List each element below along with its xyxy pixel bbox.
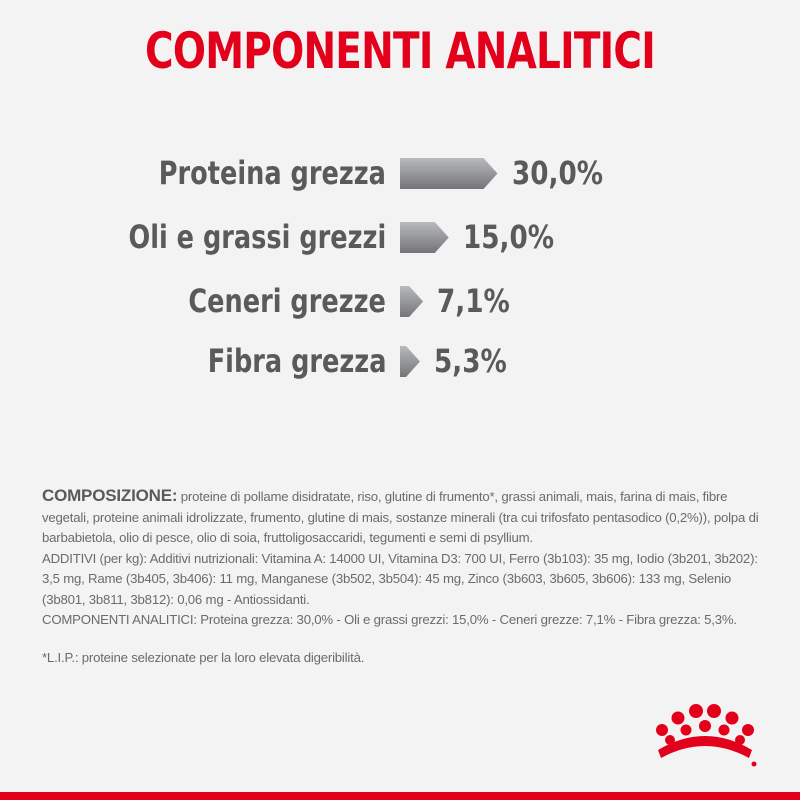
nutrient-bar [400,222,449,253]
nutrient-row [0,280,800,320]
nutrient-bar [400,286,423,317]
bottom-stripe [0,792,800,800]
nutrient-row [0,216,800,256]
nutrient-label: Proteina grezza [158,154,386,192]
nutrient-value: 30,0% [511,154,603,192]
crown-logo-icon [650,700,760,770]
nutrient-row [0,340,800,380]
nutrient-label: Ceneri grezze [188,282,386,320]
nutrient-bar [400,346,420,377]
page-title: COMPONENTI ANALITICI [145,22,655,80]
nutrient-value: 15,0% [462,218,554,256]
nutrient-row [0,152,800,192]
nutrient-value: 5,3% [434,342,507,380]
footnote: *L.I.P.: proteine selezionate per la loro elevata digeribilità. [42,650,365,665]
composition-ingredients: proteine di pollame disidratate, riso, glutine di frumento*, grassi animali, mais, farina di mais, fibre vegetali, proteine animali idrolizzate, frumento, glutine di mais, sostanze minerali (tra cui trifosfato pentasodico (0,2%)), polpa di barbabietola, olio di pesce, olio di soia, fruttoligosaccaridi, tegumenti e semi di psyllium. [42,489,759,545]
composition-analytical: COMPONENTI ANALITICI: Proteina grezza: 30,0% - Oli e grassi grezzi: 15,0% - Ceneri grezze: 7,1% - Fibra grezza: 5,3%. [42,612,737,627]
composition-heading: COMPOSIZIONE: [42,486,178,505]
nutrient-value: 7,1% [437,282,510,320]
nutrient-bar [400,158,498,189]
nutrient-label: Fibra grezza [207,342,386,380]
composition-additives: ADDITIVI (per kg): Additivi nutrizionali: Vitamina A: 14000 UI, Vitamina D3: 700 UI, Ferro (3b103): 35 mg, Iodio (3b201, 3b202): 3,5 mg, Rame (3b405, 3b406): 11 mg, Manganese (3b502, 3b504): 45 mg, Zinco (3b603, 3b605, 3b606): 133 mg, Selenio (3b801, 3b811, 3b812): 0,06 mg - Antiossidanti. [42,550,758,607]
nutrient-label: Oli e grassi grezzi [128,218,386,256]
composition-text [42,486,772,631]
